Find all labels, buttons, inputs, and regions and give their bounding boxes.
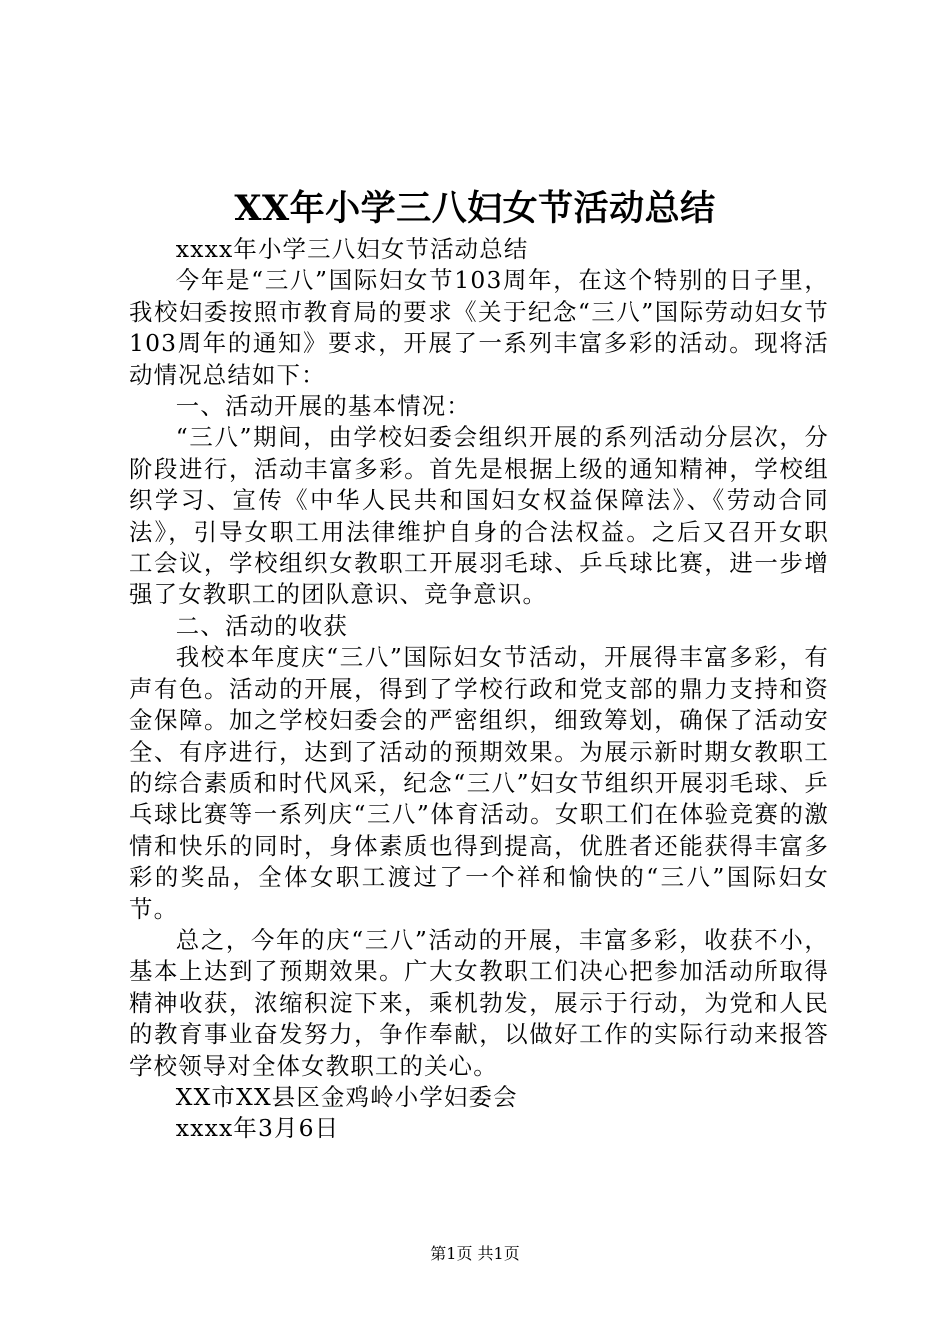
intro-paragraph: 今年是“三八”国际妇女节103周年，在这个特别的日子里，我校妇委按照市教育局的要求《关于纪念“三八”国际劳动妇女节103周年的通知》要求，开展了一系列丰富多彩的活动。现将活动情况总结如下： — [129, 266, 829, 389]
section-2-paragraph: 我校本年度庆“三八”国际妇女节活动，开展得丰富多彩，有声有色。活动的开展，得到了学校行政和党支部的鼎力支持和资金保障。加之学校妇委会的严密组织，细致筹划，确保了活动安全、有序进行，达到了活动的预期效果。为展示新时期女教职工的综合素质和时代风采，纪念“三八”妇女节组织开展羽毛球、乒乓球比赛等一系列庆“三八”体育活动。女职工们在体验竞赛的激情和快乐的同时，身体素质也得到提高，优胜者还能获得丰富多彩的奖品，全体女职工渡过了一个祥和愉快的“三八”国际妇女节。 — [129, 643, 829, 923]
section-1-paragraph: “三八”期间，由学校妇委会组织开展的系列活动分层次，分阶段进行，活动丰富多彩。首先是根据上级的通知精神，学校组织学习、宣传《中华人民共和国妇女权益保障法》、《劳动合同法》，引导女职工用法律维护自身的合法权益。之后又召开女职工会议，学校组织女教职工开展羽毛球、乒乓球比赛，进一步增强了女教职工的团队意识、竞争意识。 — [129, 423, 829, 609]
document-title: XX年小学三八妇女节活动总结 — [234, 188, 716, 229]
signature-organization: XX市XX县区金鸡岭小学妇委会 — [175, 1082, 518, 1111]
signature-date: xxxx年3月6日 — [175, 1114, 340, 1143]
page-number-footer: 第1页 共1页 — [430, 1244, 520, 1263]
conclusion-paragraph: 总之，今年的庆“三八”活动的开展，丰富多彩，收获不小，基本上达到了预期效果。广大女教职工们决心把参加活动所取得精神收获，浓缩积淀下来，乘机勃发，展示于行动，为党和人民的教育事业奋发努力，争作奉献，以做好工作的实际行动来报答学校领导对全体女教职工的关心。 — [129, 925, 829, 1080]
document-body — [129, 234, 829, 1145]
section-heading-1: 一、活动开展的基本情况： — [175, 392, 471, 421]
subtitle-line: xxxx年小学三八妇女节活动总结 — [175, 235, 529, 263]
section-heading-2: 二、活动的收获 — [175, 611, 348, 640]
